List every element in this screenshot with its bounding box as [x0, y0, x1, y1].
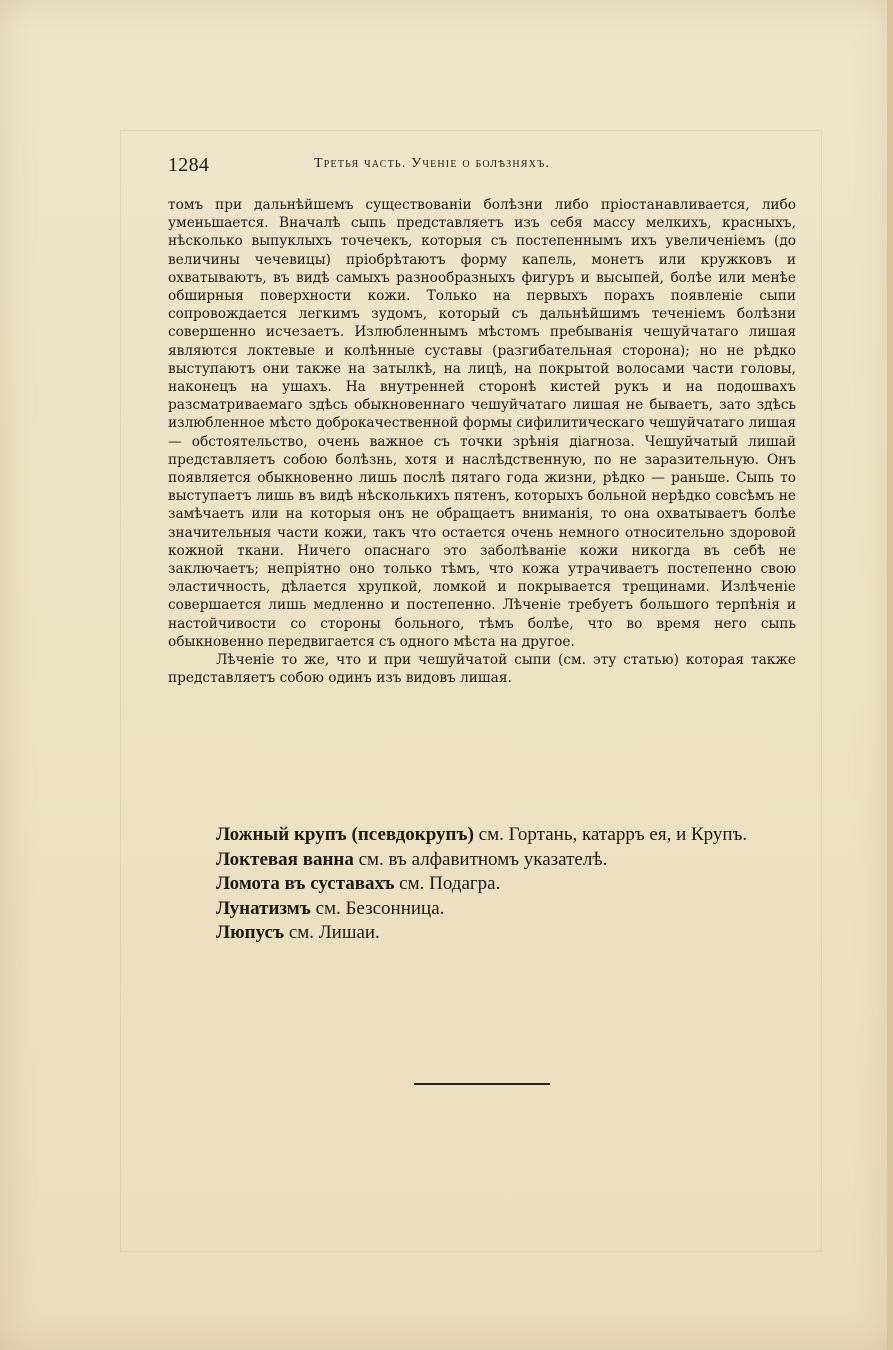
entry-reference: см. Гортань, катарръ ея, и Крупъ. [473, 824, 748, 845]
running-title: Третья часть. Ученiе о болѣзняхъ. [314, 156, 551, 171]
body-text [168, 196, 796, 687]
paragraph-psoriasis-description: томъ при дальнѣйшемъ существованiи болѣзни либо прiостанавливается, либо уменьшается. Вначалѣ сыпь представляетъ изъ себя массу мелкихъ, красныхъ, нѣсколько выпуклыхъ точечекъ, которыя съ постепеннымъ ихъ увеличенiемъ (до величины чечевицы) прiобрѣтаютъ форму капель, монетъ или кружковъ и охватываютъ, въ видѣ самыхъ разнообразныхъ фигуръ и высыпей, болѣе или менѣе обширныя поверхности кожи. Только на первыхъ порахъ появленiе сыпи сопровождается легкимъ зудомъ, который съ дальнѣйшимъ теченiемъ болѣзни совершенно исчезаетъ. Излюбленнымъ мѣстомъ пребыванiя чешуйчатаго лишая являются локтевые и колѣнные суставы (разгибательная сторона); но не рѣдко выступаютъ они также на затылкѣ, на лицѣ, на покрытой волосами части головы, наконецъ на ушахъ. На внутренней сторонѣ кистей рукъ и на подошвахъ разсматриваемаго здѣсь обыкновеннаго чешуйчатаго лишая не бываетъ, зато здѣсь излюбленное мѣсто доброкачественной формы сифилитическаго чешуйчатаго лишая — обстоятельство, очень важное съ точки зрѣнiя дiагноза. Чешуйчатый лишай представляетъ собою болѣзнь, хотя и наслѣдственную, по не заразительную. Онъ появляется обыкновенно лишь послѣ пятаго года жизни, рѣдко — раньше. Сыпь то выступаетъ лишь въ видѣ нѣсколькихъ пятенъ, которыхъ больной нерѣдко совсѣмъ не замѣчаетъ или на которыя онъ не обращаетъ вниманiя, то она охватываетъ болѣе значительныя части кожи, такъ что остается очень немного относительно здоровой кожной ткани. Ничего опаснаго это заболѣванiе кожи никогда въ себѣ не заключаетъ; непрiятно оно только тѣмъ, что кожа утрачиваетъ постепенно свою эластичность, дѣлается хрупкой, ломкой и покрывается трещинами. Излѣченiе совершается лишь медленно и постепенно. Лѣченiе требуетъ большого терпѣнiя и настойчивости со стороны больного, тѣмъ болѣе, что во время него сыпь обыкновенно передвигается съ одного мѣста на другое. [168, 197, 796, 650]
section-end-rule [414, 1083, 550, 1085]
dictionary-entries [168, 823, 796, 946]
entry-somnambulism [216, 897, 796, 922]
entry-elbow-bath [216, 848, 796, 873]
page-number: 1284 [168, 154, 210, 176]
entry-reference: см. въ алфавитномъ указателѣ. [353, 848, 608, 870]
entry-term: Лунатизмъ [216, 897, 311, 919]
entry-lupus [216, 921, 796, 946]
entry-term: Ложный крупъ (псевдокрупъ) [216, 824, 474, 845]
entry-term: Ломота въ суставахъ [216, 873, 395, 894]
entry-joint-ache [216, 872, 796, 897]
paragraph-treatment: Лѣченiе то же, что и при чешуйчатой сыпи (см. эту статью) которая также представляетъ собою одинъ изъ видовъ лишая. [168, 652, 796, 687]
entry-reference: см. Подагра. [394, 873, 501, 894]
entry-term: Локтевая ванна [216, 848, 354, 870]
entry-reference: см. Безсонница. [310, 897, 445, 919]
entry-false-croup [168, 823, 796, 848]
entry-reference: см. Лишаи. [284, 922, 380, 943]
running-head [168, 150, 808, 184]
entry-term: Люпусъ [216, 922, 285, 943]
